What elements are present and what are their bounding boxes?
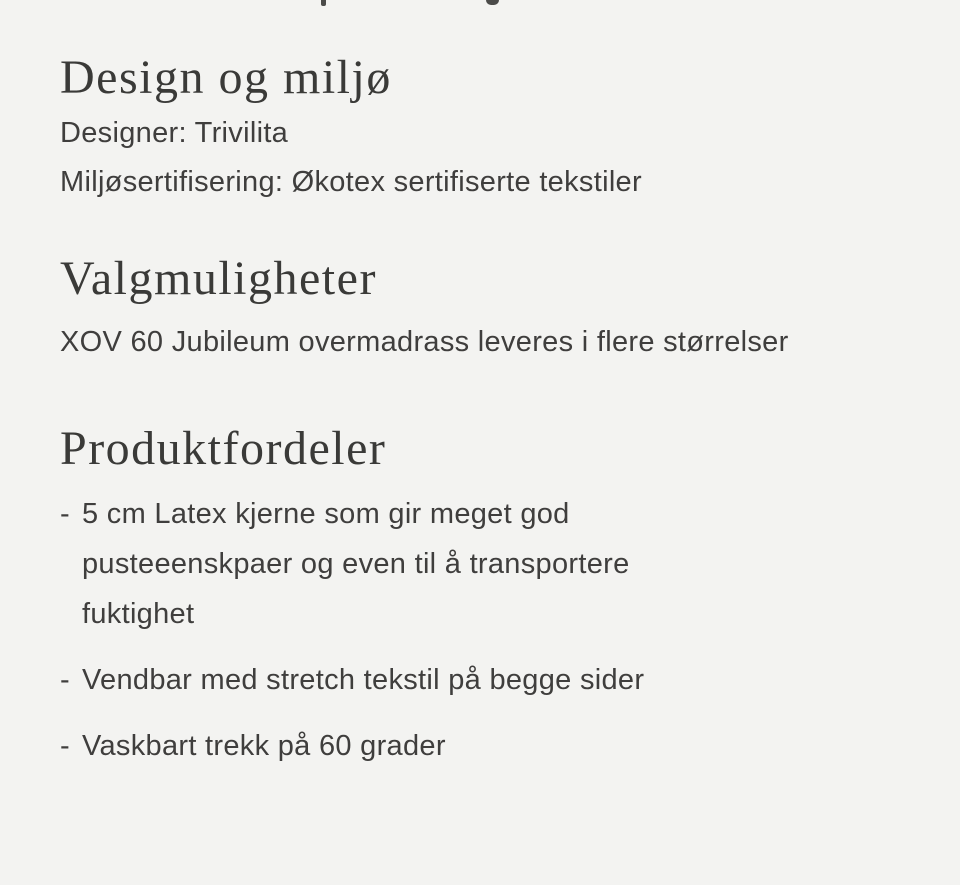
section-heading-design-og-miljo: Design og miljø (60, 51, 392, 104)
bullet-line: fuktighet (82, 598, 195, 630)
benefits-list (60, 489, 644, 771)
sizes-line: XOV 60 Jubileum overmadrass leveres i flere størrelser (60, 326, 789, 358)
certification-line: Miljøsertifisering: Økotex sertifiserte tekstiler (60, 166, 642, 198)
designer-line: Designer: Trivilita (60, 117, 289, 149)
bullet-line (60, 721, 644, 771)
list-item (60, 721, 644, 771)
bullet-text: Vendbar med stretch tekstil på begge sider (82, 664, 645, 696)
bullet-dash: - (60, 730, 70, 762)
options-details (60, 318, 789, 367)
list-item (60, 489, 644, 639)
list-item (60, 655, 644, 705)
cutoff-text-fragment-2 (486, 0, 499, 5)
bullet-line (60, 489, 644, 539)
bullet-dash: - (60, 664, 70, 696)
bullet-line: pusteeenskpaer og even til å transportere (82, 548, 630, 580)
section-heading-produktfordeler: Produktfordeler (60, 422, 387, 475)
cutoff-text-fragment-1 (321, 0, 326, 6)
section-heading-valgmuligheter: Valgmuligheter (60, 252, 377, 305)
bullet-text: 5 cm Latex kjerne som gir meget god (82, 498, 570, 530)
bullet-text: Vaskbart trekk på 60 grader (82, 730, 446, 762)
bullet-line (60, 655, 645, 705)
bullet-dash: - (60, 498, 70, 530)
design-details (60, 109, 642, 207)
